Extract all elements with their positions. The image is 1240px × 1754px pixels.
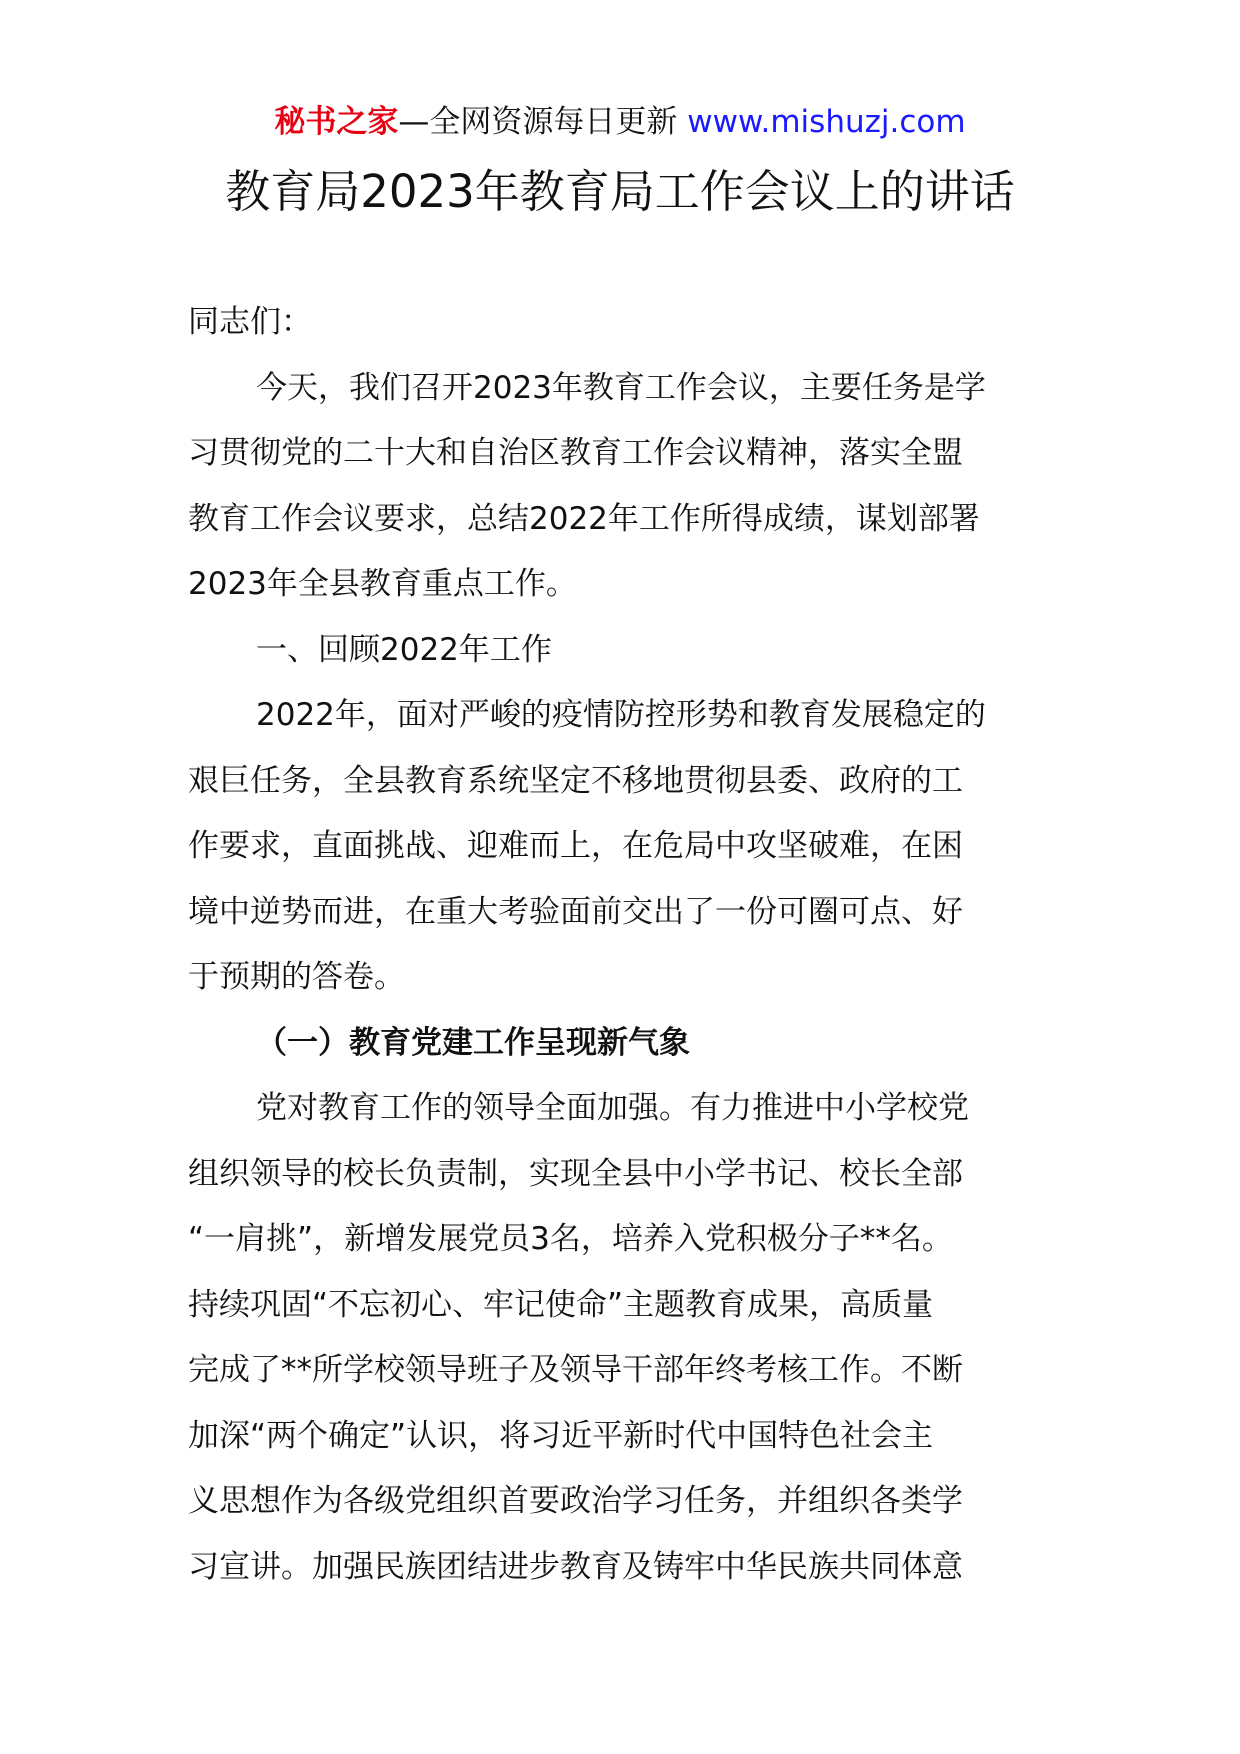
paragraph-line: 2023年全县教育重点工作。 (188, 566, 577, 602)
watermark-url[interactable]: www.mishuzj.com (687, 104, 966, 140)
document-title: 教育局2023年教育局工作会议上的讲话 (225, 165, 1015, 218)
section-heading: 一、回顾2022年工作 (256, 631, 552, 668)
paragraph-line: 完成了**所学校领导班子及领导干部年终考核工作。不断 (188, 1352, 963, 1388)
watermark-brand: 秘书之家 (274, 104, 399, 140)
paragraph-line: 艰巨任务，全县教育系统坚定不移地贯彻县委、政府的工 (188, 762, 963, 799)
paragraph-line: 于预期的答卷。 (188, 959, 405, 995)
paragraph-line: 教育工作会议要求，总结2022年工作所得成绩，谋划部署 (188, 500, 980, 537)
watermark-slogan: —全网资源每日更新 (398, 104, 688, 140)
paragraph-line: 加深“两个确定”认识，将习近平新时代中国特色社会主 (188, 1417, 934, 1454)
paragraph-line: 习宣讲。加强民族团结进步教育及铸牢中华民族共同体意 (188, 1548, 963, 1585)
subsection-heading: （一）教育党建工作呈现新气象 (256, 1024, 690, 1061)
paragraph-line: “一肩挑”，新增发展党员3名，培养入党积极分子**名。 (188, 1221, 953, 1257)
document-body (188, 290, 1068, 1600)
paragraph-line: 2022年，面对严峻的疫情防控形势和教育发展稳定的 (256, 697, 986, 733)
paragraph-line: 作要求，直面挑战、迎难而上，在危局中攻坚破难，在困 (188, 828, 963, 864)
paragraph-line: 境中逆势而进，在重大考验面前交出了一份可圈可点、好 (188, 893, 963, 930)
paragraph-line: 今天，我们召开2023年教育工作会议，主要任务是学 (256, 369, 986, 406)
salutation: 同志们： (188, 304, 312, 340)
paragraph-line: 组织领导的校长负责制，实现全县中小学书记、校长全部 (188, 1155, 963, 1192)
paragraph-line: 持续巩固“不忘初心、牢记使命”主题教育成果，高质量 (188, 1286, 934, 1323)
paragraph-line: 习贯彻党的二十大和自治区教育工作会议精神，落实全盟 (188, 435, 963, 471)
paragraph-line: 党对教育工作的领导全面加强。有力推进中小学校党 (256, 1090, 969, 1126)
site-watermark (0, 102, 1240, 142)
paragraph-line: 义思想作为各级党组织首要政治学习任务，并组织各类学 (188, 1483, 963, 1519)
